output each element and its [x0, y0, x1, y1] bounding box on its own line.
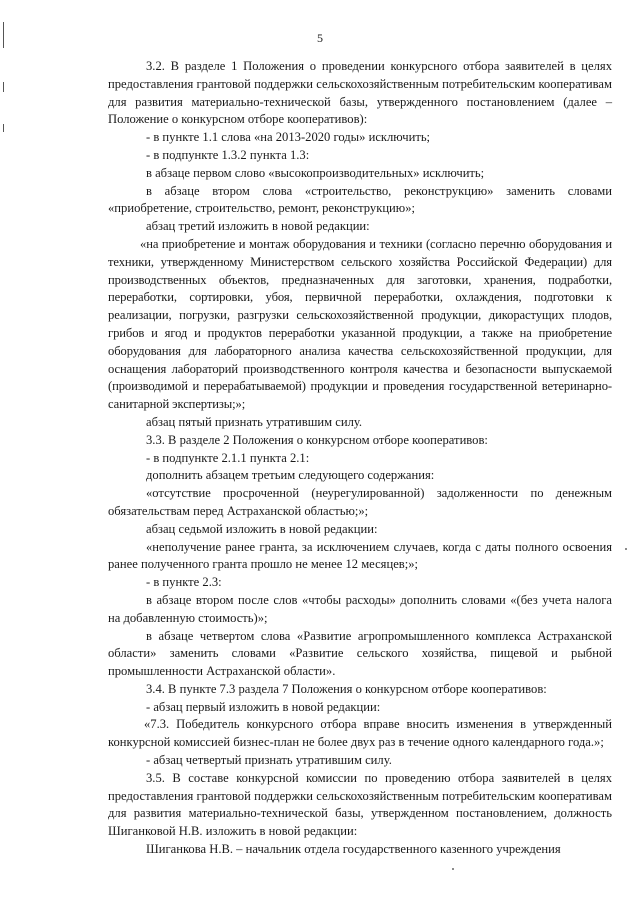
paragraph-fifth-abzac: абзац пятый признать утратившим силу.	[146, 414, 363, 429]
paragraph-quoted-debt: «отсутствие просроченной (неурегулированной) задолженности по денежным обязательствам перед Астраханской областью;»;	[108, 486, 612, 518]
paragraph-3-4: 3.4. В пункте 7.3 раздела 7 Положения о конкурсном отборе кооперативов:	[146, 681, 547, 696]
paragraph-fourth-abzac: в абзаце четвертом слова «Развитие агропромышленного комплекса Астраханской области» заменить словами «Развитие сельского хозяйства, пищевой и рыбной промышленности Астраханской области».	[108, 628, 612, 679]
paragraph-shigankova: Шиганкова Н.В. – начальник отдела государственного казенного учреждения	[146, 842, 561, 857]
page-number: 5	[317, 31, 323, 45]
scan-edge-mark	[3, 124, 4, 132]
paragraph-quoted-7-3: «7.3. Победитель конкурсного отбора вправе вносить изменения в утвержденный конкурсной комиссией бизнес-план не более двух раз в течение одного календарного года.»;	[108, 717, 612, 750]
paragraph-third-abzac: абзац третий изложить в новой редакции:	[146, 219, 370, 234]
paragraph-subitem-1-3-2: - в подпункте 1.3.2 пункта 1.3:	[146, 147, 310, 162]
paragraph-3-2: 3.2. В разделе 1 Положения о проведении конкурсного отбора заявителей в целях предоставления грантовой поддержки сельскохозяйственным потребительским кооперативам для развития материально-технической базы, утвержденного постановлением (далее – Положение о конкурсном отборе кооперативов):	[108, 59, 612, 127]
paragraph-fourth-abzac-void: - абзац четвертый признать утратившим силу.	[146, 753, 392, 768]
paragraph-quoted-new-text: «на приобретение и монтаж оборудования и техники (согласно перечню оборудования и техники, утвержденному Министерством сельского хозяйства Российской Федерации) для производственных объектов, предназначенных для заготовки, хранения, подработки, переработки, сортировки, убоя, первичной переработки, охлаждения, подготовки к реализации, погрузки, разгрузки сельскохозяйственной продукции, дикорастущих плодов, грибов и ягод и продуктов переработки указанной продукции, а также на приобретение оборудования для лабораторного анализа качества сельскохозяйственной продукции, для оснащения лабораторий производственного контроля качества и безопасности выпускаемой (производимой и перерабатываемой) продукции и проведения государственной ветеринарно-санитарной экспертизы;»;	[108, 236, 612, 412]
paragraph-first-abzac: в абзаце первом слово «высокопроизводительных» исключить;	[146, 165, 485, 180]
paragraph-3-5: 3.5. В составе конкурсной комиссии по проведению отбора заявителей в целях предоставления грантовой поддержки сельскохозяйственным потребительским кооперативам для развития материально-технической базы, утвержденном постановлением, должность Шиганковой Н.В. изложить в новой редакции:	[108, 770, 612, 839]
scan-edge-mark	[3, 82, 4, 92]
scan-speck	[452, 868, 454, 870]
paragraph-item-2-3: - в пункте 2.3:	[146, 575, 222, 590]
paragraph-seventh-abzac: абзац седьмой изложить в новой редакции:	[146, 521, 378, 536]
paragraph-second-abzac: в абзаце втором слова «строительство, реконструкцию» заменить словами «приобретение, строительство, ремонт, реконструкцию»;	[108, 183, 612, 216]
paragraph-item-1-1: - в пункте 1.1 слова «на 2013-2020 годы» исключить;	[146, 130, 431, 145]
paragraph-3-3: 3.3. В разделе 2 Положения о конкурсном отборе кооперативов:	[146, 432, 488, 447]
scan-speck	[625, 548, 627, 550]
paragraph-quoted-grant: «неполучение ранее гранта, за исключением случаев, когда с даты полного освоения ранее полученного гранта прошло не менее 12 месяцев;»;	[108, 539, 612, 572]
paragraph-second-abzac-vat: в абзаце втором после слов «чтобы расходы» дополнить словами «(без учета налога на добавленную стоимость)»;	[108, 592, 612, 625]
document-body	[108, 58, 612, 859]
paragraph-subitem-2-1-1: - в подпункте 2.1.1 пункта 2.1:	[146, 450, 310, 465]
paragraph-add-third-abzac: дополнить абзацем третьим следующего содержания:	[146, 468, 435, 483]
paragraph-first-abzac-7-3: - абзац первый изложить в новой редакции:	[146, 699, 381, 714]
